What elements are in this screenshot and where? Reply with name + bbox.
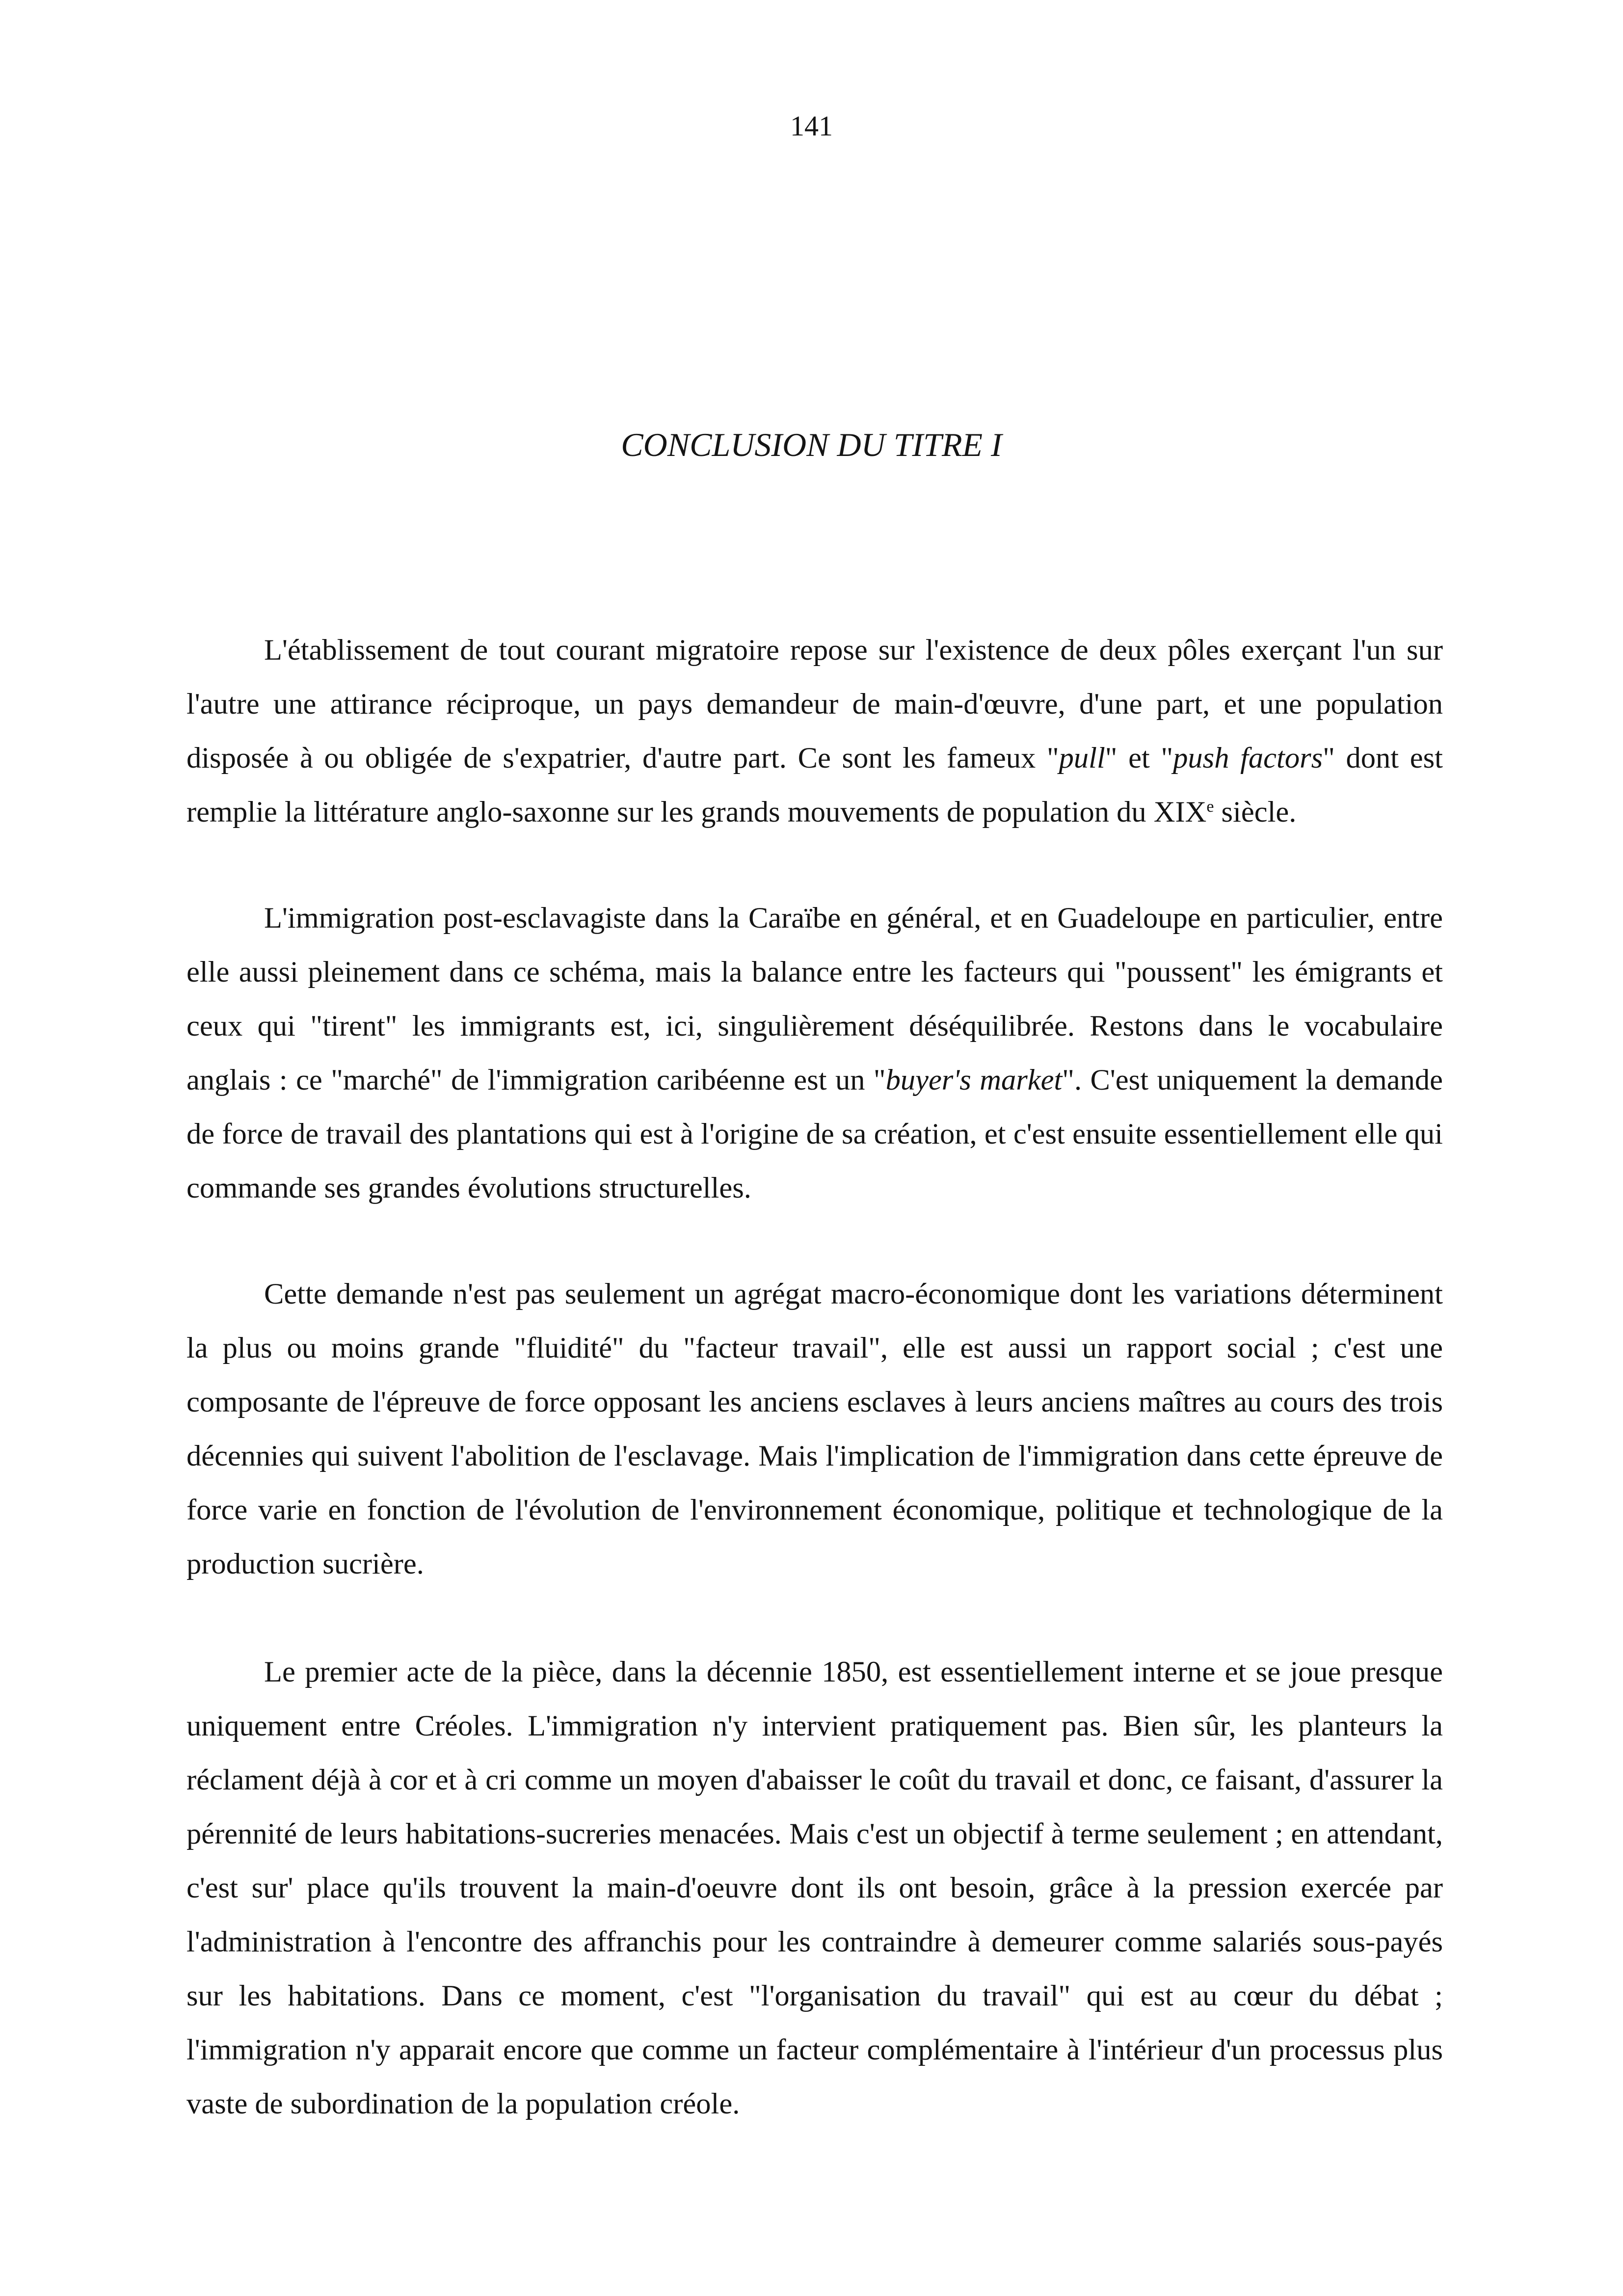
paragraph-1-text-a: L'établissement de tout courant migratoire repose sur l'existence de deux pôles exerçant l'un sur l'autre une attirance réciproque, un pays demandeur de main-d'œuvre, d'une part, et une population disposée à ou obligée de s'expatrier, d'autre part. Ce sont les fameux ": [186, 634, 1443, 774]
paragraph-2-text-a: L'immigration post-esclavagiste dans la Caraïbe en général, et en Guadeloupe en particulier, entre elle aussi pleinement dans ce schéma, mais la balance entre les facteurs qui "poussent" les émigrants et ceux qui "tirent" les immigrants est, ici, singulièrement déséquilibrée. Restons dans le vocabulaire anglais : ce "marché" de l'immigration caribéenne est un ": [186, 902, 1443, 1096]
paragraph-4: Le premier acte de la pièce, dans la décennie 1850, est essentiellement interne et se joue presque uniquement entre Créoles. L'immigration n'y intervient pratiquement pas. Bien sûr, les planteurs la réclament déjà à cor et à cri comme un moyen d'abaisser le coût du travail et donc, ce faisant, d'assurer la pérennité de leurs habitations-sucreries menacées. Mais c'est un objectif à terme seulement ; en attendant, c'est sur' place qu'ils trouvent la main-d'oeuvre dont ils ont besoin, grâce à la pression exercée par l'administration à l'encontre des affranchis pour les contraindre à demeurer comme salariés sous-payés sur les habitations. Dans ce moment, c'est "l'organisation du travail" qui est au cœur du débat ; l'immigration n'y apparait encore que comme un facteur complémentaire à l'intérieur d'un processus plus vaste de subordination de la population créole.: [186, 1655, 1443, 2120]
paragraph-1: [186, 623, 1443, 839]
paragraph-1-text-b: " et ": [1105, 742, 1173, 774]
section-title: CONCLUSION DU TITRE I: [621, 426, 1002, 463]
paragraph-2: [186, 891, 1443, 1215]
paragraph-1-text-c: " dont est remplie la littérature anglo-saxonne sur les grands mouvements de population du XIX: [186, 742, 1443, 828]
body-text: [186, 623, 1443, 2131]
term-push-factors: push factors: [1173, 742, 1323, 774]
page-number: 141: [790, 110, 833, 142]
paragraph-3: Cette demande n'est pas seulement un agrégat macro-économique dont les variations déterminent la plus ou moins grande "fluidité" du "facteur travail", elle est aussi un rapport social ; c'est une composante de l'épreuve de force opposant les anciens esclaves à leurs anciens maîtres au cours des trois décennies qui suivent l'abolition de l'esclavage. Mais l'implication de l'immigration dans cette épreuve de force varie en fonction de l'évolution de l'environnement économique, politique et technologique de la production sucrière.: [186, 1278, 1443, 1580]
paragraph-1-text-d: siècle.: [1214, 796, 1297, 828]
century-superscript: e: [1206, 798, 1214, 816]
term-buyers-market: buyer's market: [885, 1064, 1063, 1096]
term-pull: pull: [1059, 742, 1105, 774]
paragraph-2-text-b: ". C'est uniquement la demande de force de travail des plantations qui est à l'origine de sa création, et c'est ensuite essentiellement elle qui commande ses grandes évolutions structurelles.: [186, 1064, 1443, 1204]
